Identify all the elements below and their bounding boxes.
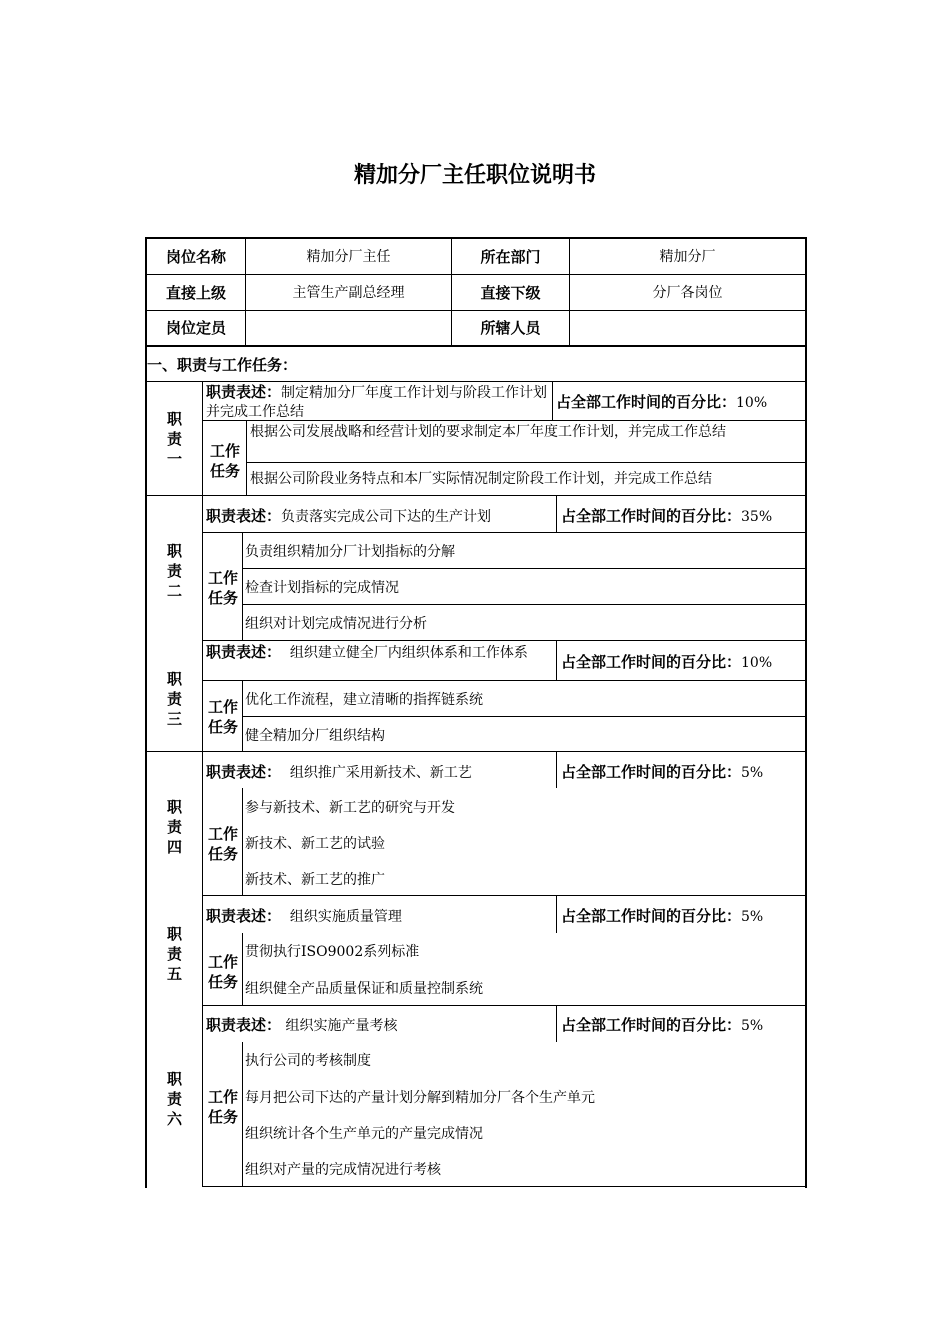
table-divider (246, 462, 807, 463)
table-divider (242, 933, 243, 1005)
duty-1-description: 职责表述：制定精加分厂年度工作计划与阶段工作计划并完成工作总结 (206, 383, 548, 420)
table-divider (202, 680, 807, 681)
duty-4-task-3: 新技术、新工艺的推广 (245, 872, 385, 888)
duty-2-description: 职责表述：负责落实完成公司下达的生产计划 (206, 507, 492, 525)
duty-4-label: 职 责 四 (166, 798, 182, 856)
duty-1-task-label: 工作 任务 (209, 442, 240, 480)
duty-2-label: 职 责 二 (166, 542, 182, 600)
table-divider (556, 1005, 557, 1042)
duty-5-label: 职 责 五 (166, 925, 182, 983)
duty-4-task-2: 新技术、新工艺的试验 (245, 836, 385, 852)
duty-1-task-2: 根据公司阶段业务特点和本厂实际情况制定阶段工作计划，并完成工作总结 (250, 471, 712, 487)
duty-3-percentage: 占全部工作时间的百分比：10% (561, 653, 773, 671)
headcount-label: 岗位定员 (165, 319, 226, 337)
subordinate-label: 直接下级 (480, 284, 541, 302)
duty-3-task-1: 优化工作流程，建立清晰的指挥链系统 (245, 692, 483, 708)
table-divider (556, 895, 557, 933)
duty-2-task-2: 检查计划指标的完成情况 (245, 580, 399, 596)
table-border (145, 345, 147, 1188)
duty-6-task-1: 执行公司的考核制度 (245, 1053, 371, 1069)
duty-1-label: 职 责 一 (166, 410, 182, 468)
duty-3-label: 职 责 三 (166, 670, 182, 728)
duty-2-task-1: 负责组织精加分厂计划指标的分解 (245, 544, 455, 560)
table-divider (145, 751, 807, 752)
duty-6-task-3: 组织统计各个生产单元的产量完成情况 (245, 1126, 483, 1142)
section-title: 一、职责与工作任务： (147, 356, 298, 374)
duty-4-task-label: 工作 任务 (207, 825, 238, 863)
position-name-label: 岗位名称 (165, 248, 226, 266)
duty-3-description: 职责表述： 组织建立健全厂内组织体系和工作体系 (206, 643, 528, 661)
table-divider (202, 381, 203, 1187)
table-divider (556, 640, 557, 681)
duty-2-percentage: 占全部工作时间的百分比：35% (561, 507, 773, 525)
table-divider (202, 895, 807, 896)
table-divider (202, 420, 807, 421)
table-divider (202, 640, 807, 641)
duty-5-task-label: 工作 任务 (207, 953, 238, 991)
department-label: 所在部门 (480, 248, 541, 266)
position-name-value: 精加分厂主任 (306, 249, 391, 265)
duty-6-task-2: 每月把公司下达的产量计划分解到精加分厂各个生产单元 (245, 1090, 595, 1106)
duty-5-task-1: 贯彻执行ISO9002系列标准 (245, 944, 420, 960)
duty-3-task-2: 健全精加分厂组织结构 (245, 728, 385, 744)
superior-label: 直接上级 (165, 284, 226, 302)
duty-2-task-label: 工作 任务 (207, 569, 238, 607)
duty-5-description: 职责表述： 组织实施质量管理 (206, 907, 402, 925)
table-border (202, 1186, 807, 1187)
table-divider (242, 604, 807, 605)
table-border (805, 345, 807, 1188)
table-divider (145, 495, 807, 496)
staff-label: 所辖人员 (480, 319, 541, 337)
duty-4-task-1: 参与新技术、新工艺的研究与开发 (245, 800, 455, 816)
table-divider (556, 495, 557, 533)
duty-6-task-label: 工作 任务 (207, 1088, 238, 1126)
department-value: 精加分厂 (659, 249, 716, 265)
table-divider (242, 1042, 243, 1187)
superior-value: 主管生产副总经理 (292, 285, 405, 301)
duty-6-description: 职责表述： 组织实施产量考核 (206, 1016, 398, 1034)
table-divider (242, 716, 807, 717)
table-divider (242, 788, 243, 895)
duty-6-label: 职 责 六 (166, 1070, 182, 1128)
table-divider (242, 532, 243, 641)
duty-6-task-4: 组织对产量的完成情况进行考核 (245, 1162, 441, 1178)
table-divider (202, 1005, 807, 1006)
table-divider (242, 568, 807, 569)
duty-2-task-3: 组织对计划完成情况进行分析 (245, 616, 427, 632)
duty-3-task-label: 工作 任务 (207, 698, 238, 736)
duty-1-percentage: 占全部工作时间的百分比：10% (556, 393, 768, 411)
table-divider (552, 381, 553, 421)
table-divider (556, 751, 557, 788)
duty-1-task-1: 根据公司发展战略和经营计划的要求制定本厂年度工作计划，并完成工作总结 (250, 424, 726, 440)
duty-5-percentage: 占全部工作时间的百分比：5% (561, 907, 764, 925)
table-divider (202, 532, 807, 533)
duty-4-percentage: 占全部工作时间的百分比：5% (561, 763, 764, 781)
table-divider (145, 381, 807, 382)
duty-4-description: 职责表述： 组织推广采用新技术、新工艺 (206, 763, 472, 781)
page-title: 精加分厂主任职位说明书 (353, 163, 596, 188)
duty-5-task-2: 组织健全产品质量保证和质量控制系统 (245, 981, 483, 997)
duty-6-percentage: 占全部工作时间的百分比：5% (561, 1016, 764, 1034)
table-divider (246, 420, 247, 495)
table-border (805, 237, 807, 347)
subordinate-value: 分厂各岗位 (652, 285, 723, 301)
